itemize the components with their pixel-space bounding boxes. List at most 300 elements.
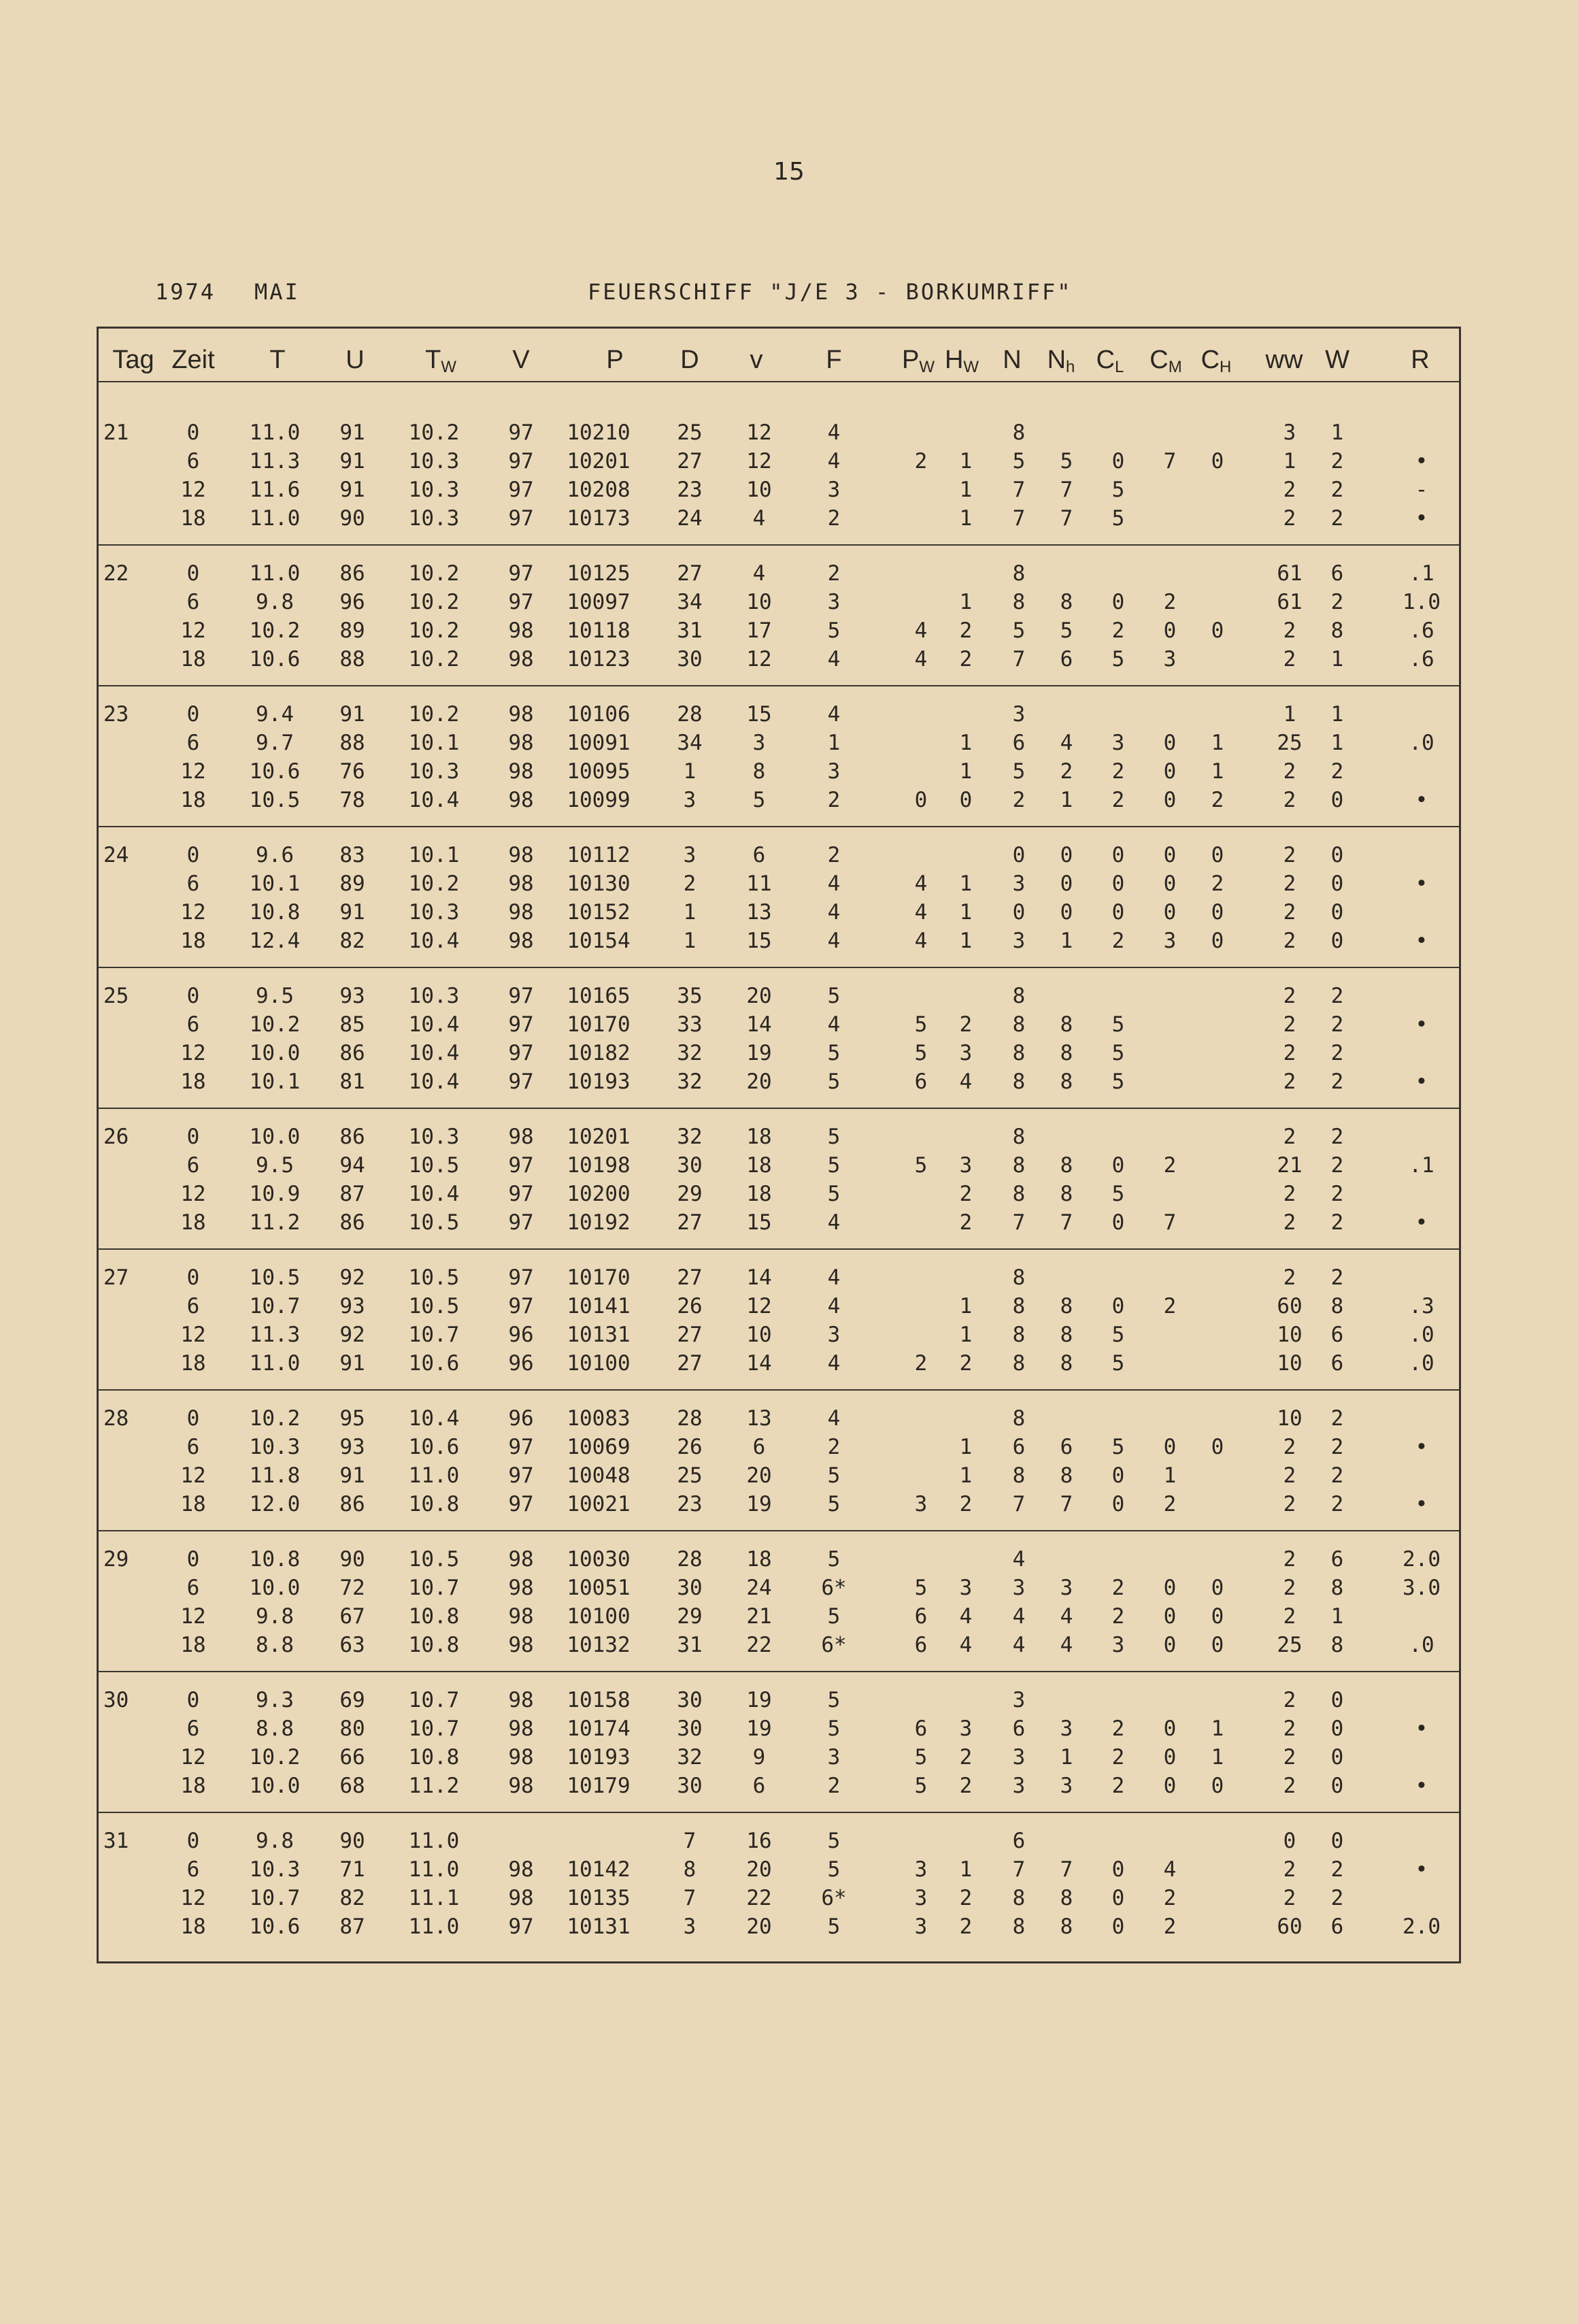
table-cell-w: 2 [1330,1857,1344,1882]
table-cell-vv: 19 [746,1716,772,1741]
table-cell-u: 88 [339,731,365,755]
table-cell-vv: 18 [746,1153,772,1178]
table-cell-r: • [1415,1435,1428,1459]
table-cell-w: 0 [1330,1688,1344,1712]
table-cell-nh: 7 [1060,478,1073,502]
table-cell-tw: 10.3 [408,449,460,474]
table-cell-p: 10135 [567,1886,631,1910]
block-separator [97,1530,1461,1531]
table-cell-d: 27 [677,1323,703,1347]
table-cell-pw: 3 [914,1857,928,1882]
table-cell-vv: 16 [746,1829,772,1853]
table-cell-f: 3 [827,1745,841,1770]
table-cell-pw: 5 [914,1745,928,1770]
table-cell-vv: 24 [746,1576,772,1600]
table-cell-f: 5 [827,618,841,643]
table-cell-t: 10.6 [249,1914,301,1939]
table-cell-cl: 2 [1111,1716,1125,1741]
table-cell-p: 10131 [567,1323,631,1347]
table-cell-p: 10051 [567,1576,631,1600]
table-cell-nh: 8 [1060,1041,1073,1065]
table-cell-tw: 10.8 [408,1633,460,1657]
table-cell-cm: 2 [1163,1492,1177,1516]
table-cell-n: 7 [1012,1492,1026,1516]
table-cell-d: 26 [677,1435,703,1459]
table-cell-zeit: 6 [186,449,200,474]
table-cell-ww: 1 [1283,449,1296,474]
table-cell-f: 6* [821,1576,847,1600]
table-cell-u: 91 [339,1351,365,1376]
table-cell-nh: 7 [1060,1492,1073,1516]
table-cell-vv: 21 [746,1604,772,1629]
table-cell-hw: 2 [959,1745,973,1770]
table-cell-hw: 3 [959,1716,973,1741]
table-cell-vv: 20 [746,984,772,1008]
table-cell-t: 11.8 [249,1463,301,1488]
table-cell-hw: 2 [959,1492,973,1516]
table-cell-n: 7 [1012,1857,1026,1882]
table-cell-ch: 1 [1211,1716,1224,1741]
table-cell-f: 4 [827,1210,841,1235]
table-cell-d: 34 [677,590,703,614]
table-cell-n: 3 [1012,1774,1026,1798]
table-cell-pw: 5 [914,1774,928,1798]
column-header-w [1325,346,1349,375]
table-cell-hw: 2 [959,1012,973,1037]
column-header-label: P [606,346,624,374]
table-cell-tw: 10.4 [408,1012,460,1037]
table-cell-zeit: 0 [186,702,200,727]
table-cell-ch: 0 [1211,900,1224,925]
table-cell-u: 63 [339,1633,365,1657]
table-cell-ww: 21 [1277,1153,1303,1178]
table-cell-u: 76 [339,759,365,784]
table-cell-tw: 10.2 [408,420,460,445]
table-cell-vv: 20 [746,1069,772,1094]
table-cell-u: 86 [339,1210,365,1235]
table-cell-n: 6 [1012,1435,1026,1459]
table-cell-f: 1 [827,731,841,755]
table-cell-t: 11.0 [249,1351,301,1376]
table-cell-r: .0 [1409,1351,1434,1376]
table-cell-tw: 10.7 [408,1323,460,1347]
table-cell-p: 10112 [567,843,631,867]
table-cell-ww: 2 [1283,1435,1296,1459]
table-cell-nh: 7 [1060,1857,1073,1882]
table-cell-nh: 8 [1060,1153,1073,1178]
table-cell-w: 0 [1330,900,1344,925]
table-cell-hw: 2 [959,1182,973,1206]
table-cell-vv: 12 [746,449,772,474]
column-header-label: F [826,346,842,374]
table-cell-tw: 10.8 [408,1492,460,1516]
table-cell-hw: 1 [959,900,973,925]
block-separator [97,1248,1461,1250]
table-cell-vv: 20 [746,1914,772,1939]
table-cell-t: 10.5 [249,1265,301,1290]
table-cell-pw: 2 [914,1351,928,1376]
table-cell-zeit: 18 [180,1069,206,1094]
table-cell-f: 4 [827,1351,841,1376]
table-cell-vv: 11 [746,872,772,896]
column-header-label: T [269,346,286,374]
table-cell-nh: 8 [1060,590,1073,614]
table-cell-nh: 8 [1060,1182,1073,1206]
table-cell-cl: 0 [1111,1210,1125,1235]
table-cell-t: 10.2 [249,1406,301,1431]
table-cell-zeit: 0 [186,1406,200,1431]
table-cell-tw: 10.2 [408,702,460,727]
table-cell-w: 2 [1330,1406,1344,1431]
table-cell-p: 10193 [567,1745,631,1770]
table-cell-cm: 7 [1163,1210,1177,1235]
table-cell-vv: 3 [752,731,766,755]
table-cell-p: 10021 [567,1492,631,1516]
table-cell-d: 25 [677,1463,703,1488]
table-cell-f: 3 [827,759,841,784]
table-cell-v: 98 [508,900,534,925]
table-cell-w: 2 [1330,759,1344,784]
table-cell-n: 8 [1012,1463,1026,1488]
table-cell-w: 1 [1330,1604,1344,1629]
table-cell-tw: 11.0 [408,1857,460,1882]
table-cell-ww: 2 [1283,1492,1296,1516]
table-cell-hw: 3 [959,1153,973,1178]
table-cell-ch: 0 [1211,929,1224,953]
column-header-cm [1149,346,1181,377]
table-cell-vv: 14 [746,1012,772,1037]
table-cell-p: 10132 [567,1633,631,1657]
table-cell-n: 7 [1012,647,1026,671]
table-cell-tw: 10.8 [408,1745,460,1770]
table-cell-v: 97 [508,1914,534,1939]
column-header-label: N [1003,346,1022,374]
table-cell-nh: 3 [1060,1774,1073,1798]
table-cell-ww: 2 [1283,1265,1296,1290]
table-cell-u: 91 [339,420,365,445]
table-cell-cm: 0 [1163,900,1177,925]
table-cell-v: 98 [508,1886,534,1910]
block-separator [97,1108,1461,1109]
table-cell-n: 8 [1012,1351,1026,1376]
table-cell-zeit: 18 [180,1492,206,1516]
table-cell-n: 0 [1012,900,1026,925]
column-header-label: H [944,346,964,374]
table-cell-zeit: 0 [186,984,200,1008]
table-cell-tw: 10.4 [408,788,460,812]
table-cell-hw: 3 [959,1041,973,1065]
table-cell-t: 11.0 [249,506,301,531]
table-cell-hw: 2 [959,1886,973,1910]
table-frame [97,327,1461,1963]
table-cell-cl: 0 [1111,900,1125,925]
table-cell-d: 27 [677,449,703,474]
table-cell-cl: 5 [1111,1182,1125,1206]
table-cell-hw: 1 [959,590,973,614]
table-cell-ww: 1 [1283,702,1296,727]
table-cell-t: 10.3 [249,1435,301,1459]
table-cell-d: 27 [677,1265,703,1290]
block-separator [97,685,1461,686]
table-cell-u: 66 [339,1745,365,1770]
column-header-tw [425,346,456,377]
table-cell-w: 0 [1330,872,1344,896]
table-cell-u: 91 [339,449,365,474]
table-cell-p: 10154 [567,929,631,953]
table-cell-cm: 0 [1163,759,1177,784]
table-cell-w: 0 [1330,1829,1344,1853]
table-cell-nh: 8 [1060,1351,1073,1376]
table-cell-nh: 1 [1060,1745,1073,1770]
table-cell-cl: 2 [1111,1576,1125,1600]
table-cell-hw: 1 [959,731,973,755]
table-cell-tw: 10.2 [408,561,460,586]
table-cell-nh: 8 [1060,1463,1073,1488]
table-cell-pw: 3 [914,1914,928,1939]
table-cell-d: 31 [677,1633,703,1657]
table-cell-vv: 22 [746,1886,772,1910]
table-cell-vv: 12 [746,1294,772,1318]
table-cell-f: 4 [827,1265,841,1290]
table-cell-n: 8 [1012,1265,1026,1290]
table-cell-n: 8 [1012,1182,1026,1206]
table-cell-tw: 10.2 [408,618,460,643]
table-cell-t: 8.8 [256,1633,294,1657]
table-cell-p: 10091 [567,731,631,755]
table-cell-cl: 3 [1111,1633,1125,1657]
table-cell-cm: 0 [1163,788,1177,812]
day-label: 21 [103,420,129,445]
table-cell-zeit: 18 [180,1351,206,1376]
table-cell-t: 11.0 [249,420,301,445]
table-cell-ch: 0 [1211,1576,1224,1600]
table-cell-f: 4 [827,420,841,445]
table-cell-u: 80 [339,1716,365,1741]
table-cell-pw: 0 [914,788,928,812]
table-cell-w: 2 [1330,1886,1344,1910]
table-cell-nh: 6 [1060,1435,1073,1459]
table-cell-f: 3 [827,478,841,502]
table-cell-n: 7 [1012,1210,1026,1235]
table-cell-d: 25 [677,420,703,445]
table-cell-p: 10100 [567,1604,631,1629]
table-cell-w: 8 [1330,1633,1344,1657]
table-cell-n: 8 [1012,1012,1026,1037]
block-separator [97,1389,1461,1391]
table-cell-tw: 10.5 [408,1265,460,1290]
table-cell-v: 98 [508,1857,534,1882]
table-cell-pw: 6 [914,1604,928,1629]
table-cell-f: 5 [827,1182,841,1206]
table-cell-cm: 2 [1163,590,1177,614]
table-cell-w: 0 [1330,788,1344,812]
table-cell-v: 97 [508,1069,534,1094]
header-title: FEUERSCHIFF "J/E 3 - BORKUMRIFF" [588,279,1073,305]
header-month: MAI [254,279,300,305]
block-separator [97,1671,1461,1672]
table-cell-d: 1 [683,759,696,784]
table-cell-r: • [1415,788,1428,812]
table-cell-t: 11.0 [249,561,301,586]
table-cell-u: 82 [339,1886,365,1910]
table-cell-d: 28 [677,702,703,727]
table-cell-ww: 10 [1277,1406,1303,1431]
table-cell-ch: 2 [1211,788,1224,812]
table-cell-v: 97 [508,1294,534,1318]
table-cell-ww: 2 [1283,1041,1296,1065]
table-cell-p: 10152 [567,900,631,925]
table-cell-n: 3 [1012,1576,1026,1600]
table-cell-ww: 25 [1277,731,1303,755]
table-cell-vv: 10 [746,1323,772,1347]
table-cell-n: 3 [1012,872,1026,896]
table-cell-cl: 5 [1111,1041,1125,1065]
table-cell-n: 7 [1012,478,1026,502]
table-cell-tw: 10.1 [408,843,460,867]
table-cell-cl: 5 [1111,1069,1125,1094]
table-cell-pw: 4 [914,872,928,896]
table-cell-ww: 2 [1283,1576,1296,1600]
column-header-label: V [512,346,530,374]
table-cell-tw: 10.7 [408,1716,460,1741]
table-cell-v: 98 [508,1604,534,1629]
table-cell-f: 5 [827,1069,841,1094]
table-cell-w: 6 [1330,1547,1344,1572]
table-cell-u: 86 [339,561,365,586]
table-cell-p: 10123 [567,647,631,671]
table-cell-n: 6 [1012,1829,1026,1853]
table-cell-nh: 0 [1060,900,1073,925]
table-cell-n: 5 [1012,759,1026,784]
table-cell-n: 8 [1012,1886,1026,1910]
table-cell-v: 97 [508,1210,534,1235]
column-header-label: C [1096,346,1115,374]
table-cell-r: 2.0 [1403,1547,1441,1572]
table-cell-nh: 4 [1060,1633,1073,1657]
table-cell-u: 85 [339,1012,365,1037]
table-cell-cl: 5 [1111,1323,1125,1347]
table-cell-ww: 2 [1283,1774,1296,1798]
table-cell-cm: 0 [1163,731,1177,755]
table-cell-zeit: 12 [180,1463,206,1488]
table-cell-n: 5 [1012,618,1026,643]
table-cell-t: 10.3 [249,1857,301,1882]
table-cell-ww: 2 [1283,843,1296,867]
table-cell-vv: 15 [746,702,772,727]
table-cell-f: 2 [827,1774,841,1798]
column-header-v [512,346,529,375]
table-cell-cm: 1 [1163,1463,1177,1488]
table-cell-cl: 0 [1111,872,1125,896]
table-cell-p: 10125 [567,561,631,586]
table-cell-pw: 4 [914,929,928,953]
table-cell-v: 98 [508,1547,534,1572]
table-cell-u: 90 [339,506,365,531]
table-cell-tw: 10.8 [408,1604,460,1629]
table-cell-r: .1 [1409,1153,1434,1178]
table-cell-tw: 11.2 [408,1774,460,1798]
column-header-pw [902,346,935,377]
table-cell-v: 96 [508,1323,534,1347]
table-cell-ch: 0 [1211,1604,1224,1629]
table-cell-w: 2 [1330,1435,1344,1459]
table-cell-u: 83 [339,843,365,867]
table-cell-tw: 10.4 [408,1069,460,1094]
table-cell-w: 0 [1330,1774,1344,1798]
table-cell-n: 4 [1012,1633,1026,1657]
table-cell-hw: 4 [959,1604,973,1629]
table-cell-t: 10.8 [249,900,301,925]
table-cell-cl: 0 [1111,590,1125,614]
table-cell-pw: 5 [914,1576,928,1600]
table-cell-d: 34 [677,731,703,755]
table-cell-t: 10.7 [249,1294,301,1318]
table-cell-zeit: 12 [180,900,206,925]
table-cell-tw: 10.4 [408,1182,460,1206]
table-cell-w: 6 [1330,1351,1344,1376]
table-cell-tw: 10.3 [408,506,460,531]
table-cell-d: 3 [683,788,696,812]
table-cell-ch: 0 [1211,1435,1224,1459]
table-cell-v: 97 [508,1463,534,1488]
table-cell-f: 4 [827,900,841,925]
table-cell-pw: 4 [914,900,928,925]
table-cell-w: 2 [1330,1265,1344,1290]
table-cell-w: 2 [1330,1012,1344,1037]
table-cell-w: 1 [1330,702,1344,727]
table-cell-cm: 2 [1163,1294,1177,1318]
table-cell-cm: 0 [1163,1435,1177,1459]
table-cell-w: 2 [1330,449,1344,474]
table-cell-pw: 5 [914,1012,928,1037]
table-cell-n: 8 [1012,1914,1026,1939]
table-cell-t: 9.6 [256,843,294,867]
table-cell-w: 6 [1330,561,1344,586]
table-cell-t: 9.8 [256,1829,294,1853]
day-label: 23 [103,702,129,727]
table-cell-f: 4 [827,647,841,671]
table-cell-ch: 0 [1211,618,1224,643]
table-cell-cm: 0 [1163,1716,1177,1741]
table-cell-f: 4 [827,1294,841,1318]
table-cell-d: 30 [677,1576,703,1600]
column-header-n [1003,346,1021,375]
table-cell-cl: 0 [1111,1857,1125,1882]
table-cell-d: 32 [677,1041,703,1065]
table-cell-w: 1 [1330,731,1344,755]
table-cell-t: 10.0 [249,1576,301,1600]
table-cell-zeit: 6 [186,1857,200,1882]
table-cell-u: 92 [339,1265,365,1290]
table-cell-n: 3 [1012,1688,1026,1712]
table-cell-v: 98 [508,759,534,784]
table-cell-pw: 6 [914,1633,928,1657]
table-cell-zeit: 0 [186,1688,200,1712]
table-cell-ww: 2 [1283,1182,1296,1206]
table-cell-cm: 2 [1163,1914,1177,1939]
table-cell-tw: 10.3 [408,900,460,925]
table-cell-tw: 10.7 [408,1576,460,1600]
table-cell-t: 10.0 [249,1041,301,1065]
table-cell-t: 8.8 [256,1716,294,1741]
table-cell-v: 98 [508,618,534,643]
table-cell-f: 5 [827,1604,841,1629]
table-cell-f: 5 [827,984,841,1008]
table-cell-u: 89 [339,618,365,643]
table-cell-v: 98 [508,788,534,812]
table-cell-zeit: 6 [186,1153,200,1178]
table-cell-nh: 8 [1060,1012,1073,1037]
